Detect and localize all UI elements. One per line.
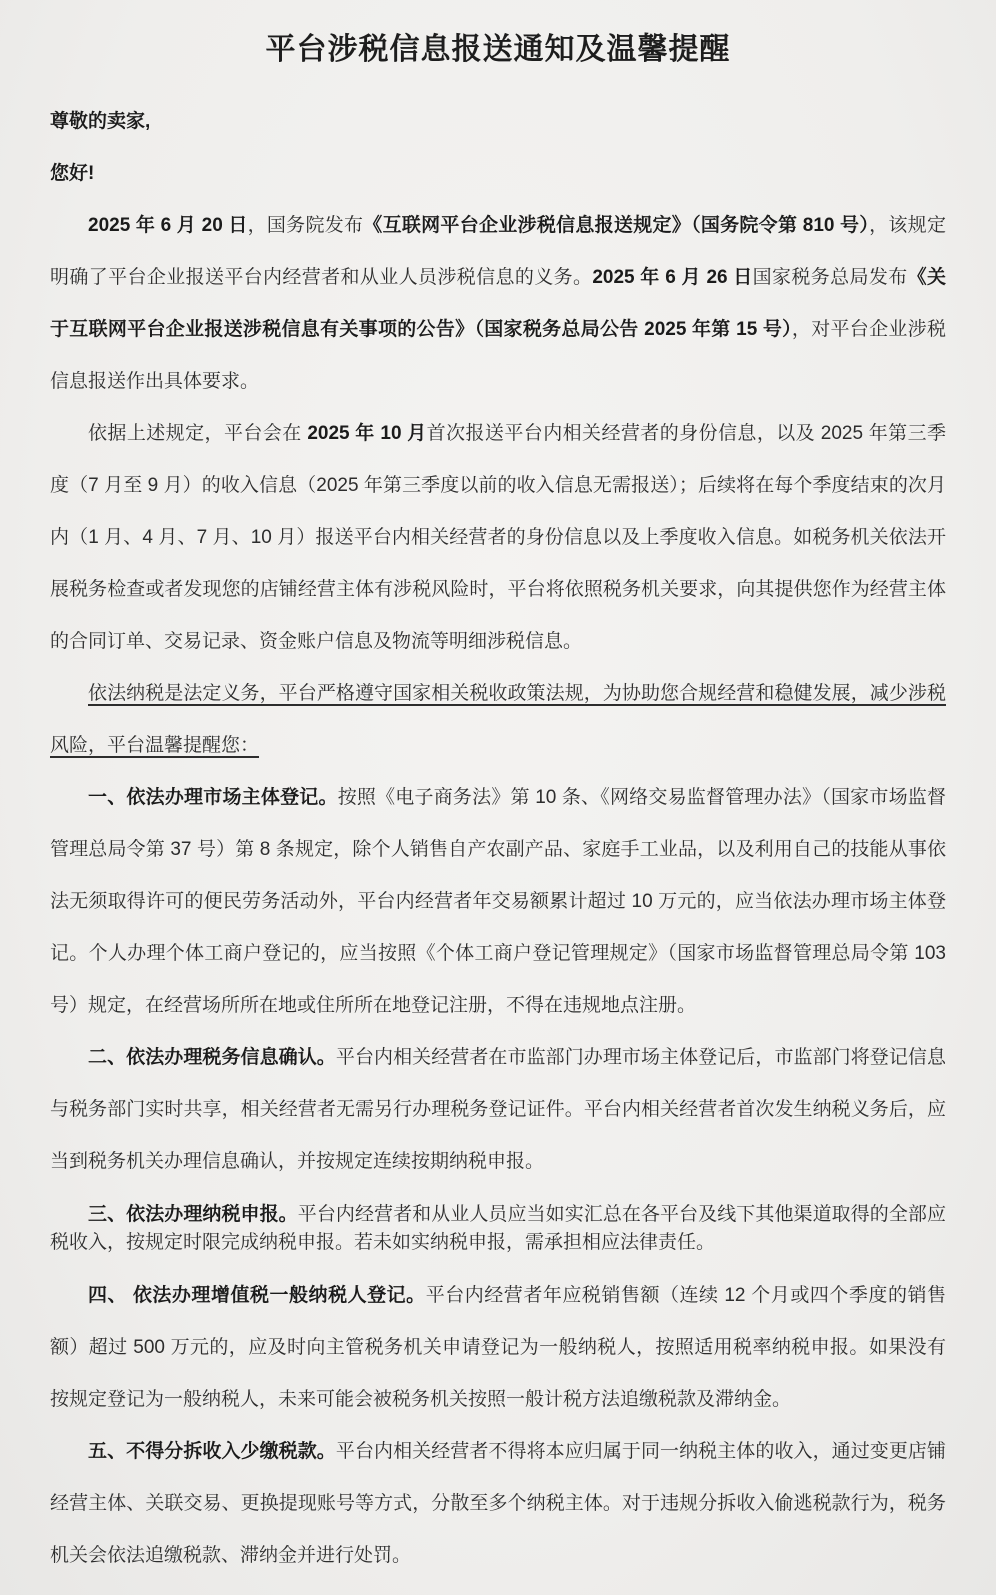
- text-run: 二、依法办理税务信息确认。: [88, 1047, 336, 1068]
- paragraph-para-reporting-schedule: [50, 408, 946, 668]
- text-run: 国家税务总局发布: [752, 267, 908, 288]
- text-run: 尊敬的卖家,: [50, 111, 151, 132]
- text-run: 五、不得分拆收入少缴税款。: [88, 1441, 336, 1462]
- text-run: 平台内经营者年应税销售额（连续 12 个月或四个季度的销售额）超过 500 万元的，应及时向主管税务机关申请登记为一般纳税人，按照适用税率纳税申报。如果没有按规定登记为一般纳税人，未来可能会被税务机关按照一般计税方法追缴税款及滞纳金。: [50, 1285, 946, 1410]
- text-run: （国家税务总局公告 2025 年第 15 号）: [474, 319, 792, 340]
- document-body: [50, 96, 946, 1582]
- paragraph-section-2-tax-info-confirmation: [50, 1032, 946, 1188]
- text-run: 平台内相关经营者不得将本应归属于同一纳税主体的收入，通过变更店铺经营主体、关联交易、更换提现账号等方式，分散至多个纳税主体。对于违规分拆收入偷逃税款行为，税务机关会依法追缴税款、滞纳金并进行处罚。: [50, 1441, 946, 1566]
- text-run: 平台内相关经营者在市监部门办理市场主体登记后，市监部门将登记信息与税务部门实时共享，相关经营者无需另行办理税务登记证件。平台内相关经营者首次发生纳税义务后，应当到税务机关办理信息确认，并按规定连续按期纳税申报。: [50, 1047, 946, 1172]
- paragraph-section-4-vat-general-taxpayer: [50, 1270, 946, 1426]
- paragraph-section-5-no-income-splitting: [50, 1426, 946, 1582]
- document-title: 平台涉税信息报送通知及温馨提醒: [265, 33, 731, 66]
- text-run: 《互联网平台企业涉税信息报送规定》: [363, 215, 692, 236]
- text-run: 依法纳税是法定义务，平台严格遵守国家相关税收政策法规，为协助您合规经营和稳健发展，减少涉税风险，平台温馨提醒您：: [50, 683, 946, 756]
- text-run: 首次报送平台内相关经营者的身份信息，以及 2025 年第三季度（7 月至 9 月）的收入信息（2025 年第三季度以前的收入信息无需报送）；后续将在每个季度结束的次月内（1 月、4 月、7 月、10 月）报送平台内相关经营者的身份信息以及上季度收入信息。如税务机关依法开展税务检查或者发现您的店铺经营主体有涉税风险时，平台将依照税务机关要求，向其提供您作为经营主体的合同订单、交易记录、资金账户信息及物流等明细涉税信息。: [50, 423, 946, 652]
- text-run: （国务院令第 810 号）: [691, 215, 870, 236]
- paragraph-para-reminder-lead: [50, 668, 946, 772]
- paragraph-para-regulation-release: [50, 200, 946, 408]
- text-run: ，该规定明确了平台企业报送平台内经营者和从业人员涉税信息的义务。: [50, 215, 946, 288]
- text-run: 2025 年 6 月 26 日: [592, 267, 753, 288]
- text-run: 平台内经营者和从业人员应当如实汇总在各平台及线下其他渠道取得的全部应税收入，按规定时限完成纳税申报。若未如实纳税申报，需承担相应法律责任。: [50, 1204, 946, 1253]
- paragraph-greeting: [50, 148, 946, 200]
- text-run: 依据上述规定，平台会在: [88, 423, 308, 444]
- text-run: 2025 年 10 月: [307, 423, 427, 444]
- text-run: 《关于互联网平台企业报送涉税信息有关事项的公告》: [50, 267, 946, 340]
- text-run: 一、依法办理市场主体登记。: [88, 787, 338, 808]
- text-run: 按照《电子商务法》第 10 条、《网络交易监督管理办法》（国家市场监督管理总局令第 37 号）第 8 条规定，除个人销售自产农副产品、家庭手工业品，以及利用自己的技能从事依法无须取得许可的便民劳务活动外，平台内经营者年交易额累计超过 10 万元的，应当依法办理市场主体登记。个人办理个体工商户登记的，应当按照《个体工商户登记管理规定》（国家市场监督管理总局令第 103 号）规定，在经营场所所在地或住所所在地登记注册，不得在违规地点注册。: [50, 787, 946, 1016]
- paragraph-section-1-market-entity-registration: [50, 772, 946, 1032]
- text-run: 2025 年 6 月 20 日: [88, 215, 248, 236]
- paragraph-salutation: [50, 96, 946, 148]
- text-run: 您好!: [50, 163, 95, 184]
- text-run: 四、 依法办理增值税一般纳税人登记。: [88, 1285, 426, 1306]
- text-run: 三、依法办理纳税申报。: [88, 1204, 298, 1225]
- text-run: ，对平台企业涉税信息报送作出具体要求。: [50, 319, 946, 392]
- paragraph-section-3-tax-declaration: [50, 1201, 946, 1257]
- text-run: ，国务院发布: [247, 215, 364, 236]
